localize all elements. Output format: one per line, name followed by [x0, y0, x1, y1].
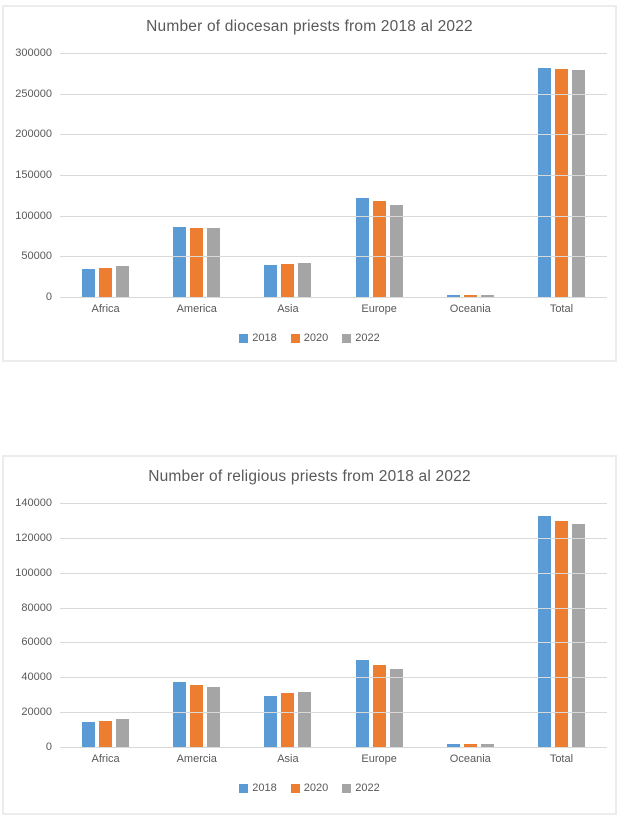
- religious-priests-chart: [2, 455, 617, 815]
- gridline-200000: [60, 134, 607, 135]
- gridline-20000: [60, 712, 607, 713]
- gridline-50000: [60, 256, 607, 257]
- plot-area: [60, 503, 607, 747]
- legend-swatch-icon: [342, 784, 351, 793]
- y-tick-label: 250000: [15, 88, 52, 100]
- bar-america-2020: [190, 228, 203, 297]
- legend-swatch-icon: [342, 334, 351, 343]
- y-tick-label: 120000: [15, 532, 52, 544]
- diocesan-priests-chart: [2, 5, 617, 362]
- bar-group-europe: [334, 503, 425, 747]
- gridline-140000: [60, 503, 607, 504]
- bar-america-2022: [207, 228, 220, 297]
- x-tick-label-total: Total: [549, 753, 574, 765]
- gridline-80000: [60, 608, 607, 609]
- bar-asia-2018: [264, 265, 277, 297]
- legend-label: 2022: [355, 332, 380, 344]
- bar-asia-2022: [298, 692, 311, 747]
- bar-europe-2018: [356, 660, 369, 747]
- legend: [4, 332, 615, 344]
- bar-group-total: [516, 503, 607, 747]
- y-tick-label: 80000: [21, 602, 52, 614]
- bar-group-oceania: [425, 503, 516, 747]
- gridline-300000: [60, 53, 607, 54]
- legend-entry-2020: [291, 782, 328, 794]
- bar-europe-2018: [356, 198, 369, 297]
- bar-africa-2018: [82, 269, 95, 297]
- x-tick-label-amercia: Amercia: [176, 753, 217, 765]
- legend-swatch-icon: [291, 784, 300, 793]
- legend-label: 2020: [303, 332, 329, 344]
- legend-swatch-icon: [239, 334, 248, 343]
- x-tick-label-oceania: Oceania: [449, 303, 491, 315]
- plot-wrapper: [4, 497, 615, 753]
- y-tick-label: 200000: [15, 128, 52, 140]
- y-tick-label: 0: [45, 741, 52, 753]
- bar-europe-2022: [390, 669, 403, 747]
- gridline-120000: [60, 538, 607, 539]
- x-tick-label-europe: Europe: [361, 753, 397, 765]
- legend-swatch-icon: [291, 334, 300, 343]
- bar-europe-2022: [390, 205, 403, 297]
- bar-africa-2020: [99, 721, 112, 747]
- bar-total-2020: [555, 69, 568, 297]
- bar-asia-2020: [281, 264, 294, 297]
- gridline-0: [60, 747, 607, 748]
- x-axis-labels: [60, 297, 607, 323]
- y-axis-labels: [4, 47, 60, 303]
- legend-entry-2020: [291, 332, 328, 344]
- bar-group-amercia: [151, 503, 242, 747]
- legend-label: 2018: [252, 332, 277, 344]
- legend-entry-2022: [342, 782, 379, 794]
- x-tick-label-africa: Africa: [91, 303, 120, 315]
- bar-total-2020: [555, 521, 568, 747]
- x-tick-label-europe: Europe: [361, 303, 397, 315]
- plot-area: [60, 53, 607, 297]
- legend-swatch-icon: [239, 784, 248, 793]
- bar-total-2022: [572, 524, 585, 747]
- y-tick-label: 100000: [15, 210, 52, 222]
- gridline-0: [60, 297, 607, 298]
- y-tick-label: 150000: [15, 169, 52, 181]
- bar-africa-2022: [116, 266, 129, 297]
- x-tick-label-oceania: Oceania: [449, 753, 491, 765]
- y-axis-labels: [4, 497, 60, 753]
- gridline-40000: [60, 677, 607, 678]
- bar-total-2022: [572, 70, 585, 297]
- legend-entry-2018: [239, 332, 276, 344]
- legend-entry-2022: [342, 332, 379, 344]
- bar-asia-2018: [264, 696, 277, 747]
- x-tick-label-asia: Asia: [277, 303, 299, 315]
- y-tick-label: 300000: [15, 47, 52, 59]
- y-tick-label: 50000: [21, 250, 52, 262]
- bar-asia-2020: [281, 693, 294, 747]
- legend-label: 2020: [303, 782, 329, 794]
- bar-amercia-2018: [173, 682, 186, 747]
- bar-amercia-2022: [207, 687, 220, 747]
- x-tick-label-africa: Africa: [91, 753, 120, 765]
- legend-entry-2018: [239, 782, 276, 794]
- legend-label: 2018: [252, 782, 277, 794]
- bar-africa-2020: [99, 268, 112, 297]
- y-tick-label: 140000: [15, 497, 52, 509]
- gridline-150000: [60, 175, 607, 176]
- bar-asia-2022: [298, 263, 311, 297]
- gridline-100000: [60, 573, 607, 574]
- bar-africa-2018: [82, 722, 95, 747]
- y-tick-label: 60000: [21, 636, 52, 648]
- y-tick-label: 100000: [15, 567, 52, 579]
- legend-label: 2022: [355, 782, 380, 794]
- bar-america-2018: [173, 227, 186, 297]
- y-tick-label: 40000: [21, 671, 52, 683]
- gridline-250000: [60, 94, 607, 95]
- x-tick-label-america: America: [176, 303, 217, 315]
- y-tick-label: 0: [45, 291, 52, 303]
- bar-amercia-2020: [190, 685, 203, 747]
- x-axis-labels: [60, 747, 607, 773]
- bar-group-africa: [60, 503, 151, 747]
- chart-title: Number of religious priests from 2018 al 2022: [148, 468, 471, 485]
- bar-group-asia: [242, 503, 333, 747]
- bar-africa-2022: [116, 719, 129, 747]
- bar-groups: [60, 503, 607, 747]
- x-tick-label-total: Total: [549, 303, 574, 315]
- y-tick-label: 20000: [21, 706, 52, 718]
- plot-wrapper: [4, 47, 615, 303]
- gridline-100000: [60, 216, 607, 217]
- bar-total-2018: [538, 68, 551, 297]
- gridline-60000: [60, 642, 607, 643]
- x-tick-label-asia: Asia: [277, 753, 299, 765]
- legend: [4, 782, 615, 794]
- chart-title: Number of diocesan priests from 2018 al 2022: [146, 18, 473, 35]
